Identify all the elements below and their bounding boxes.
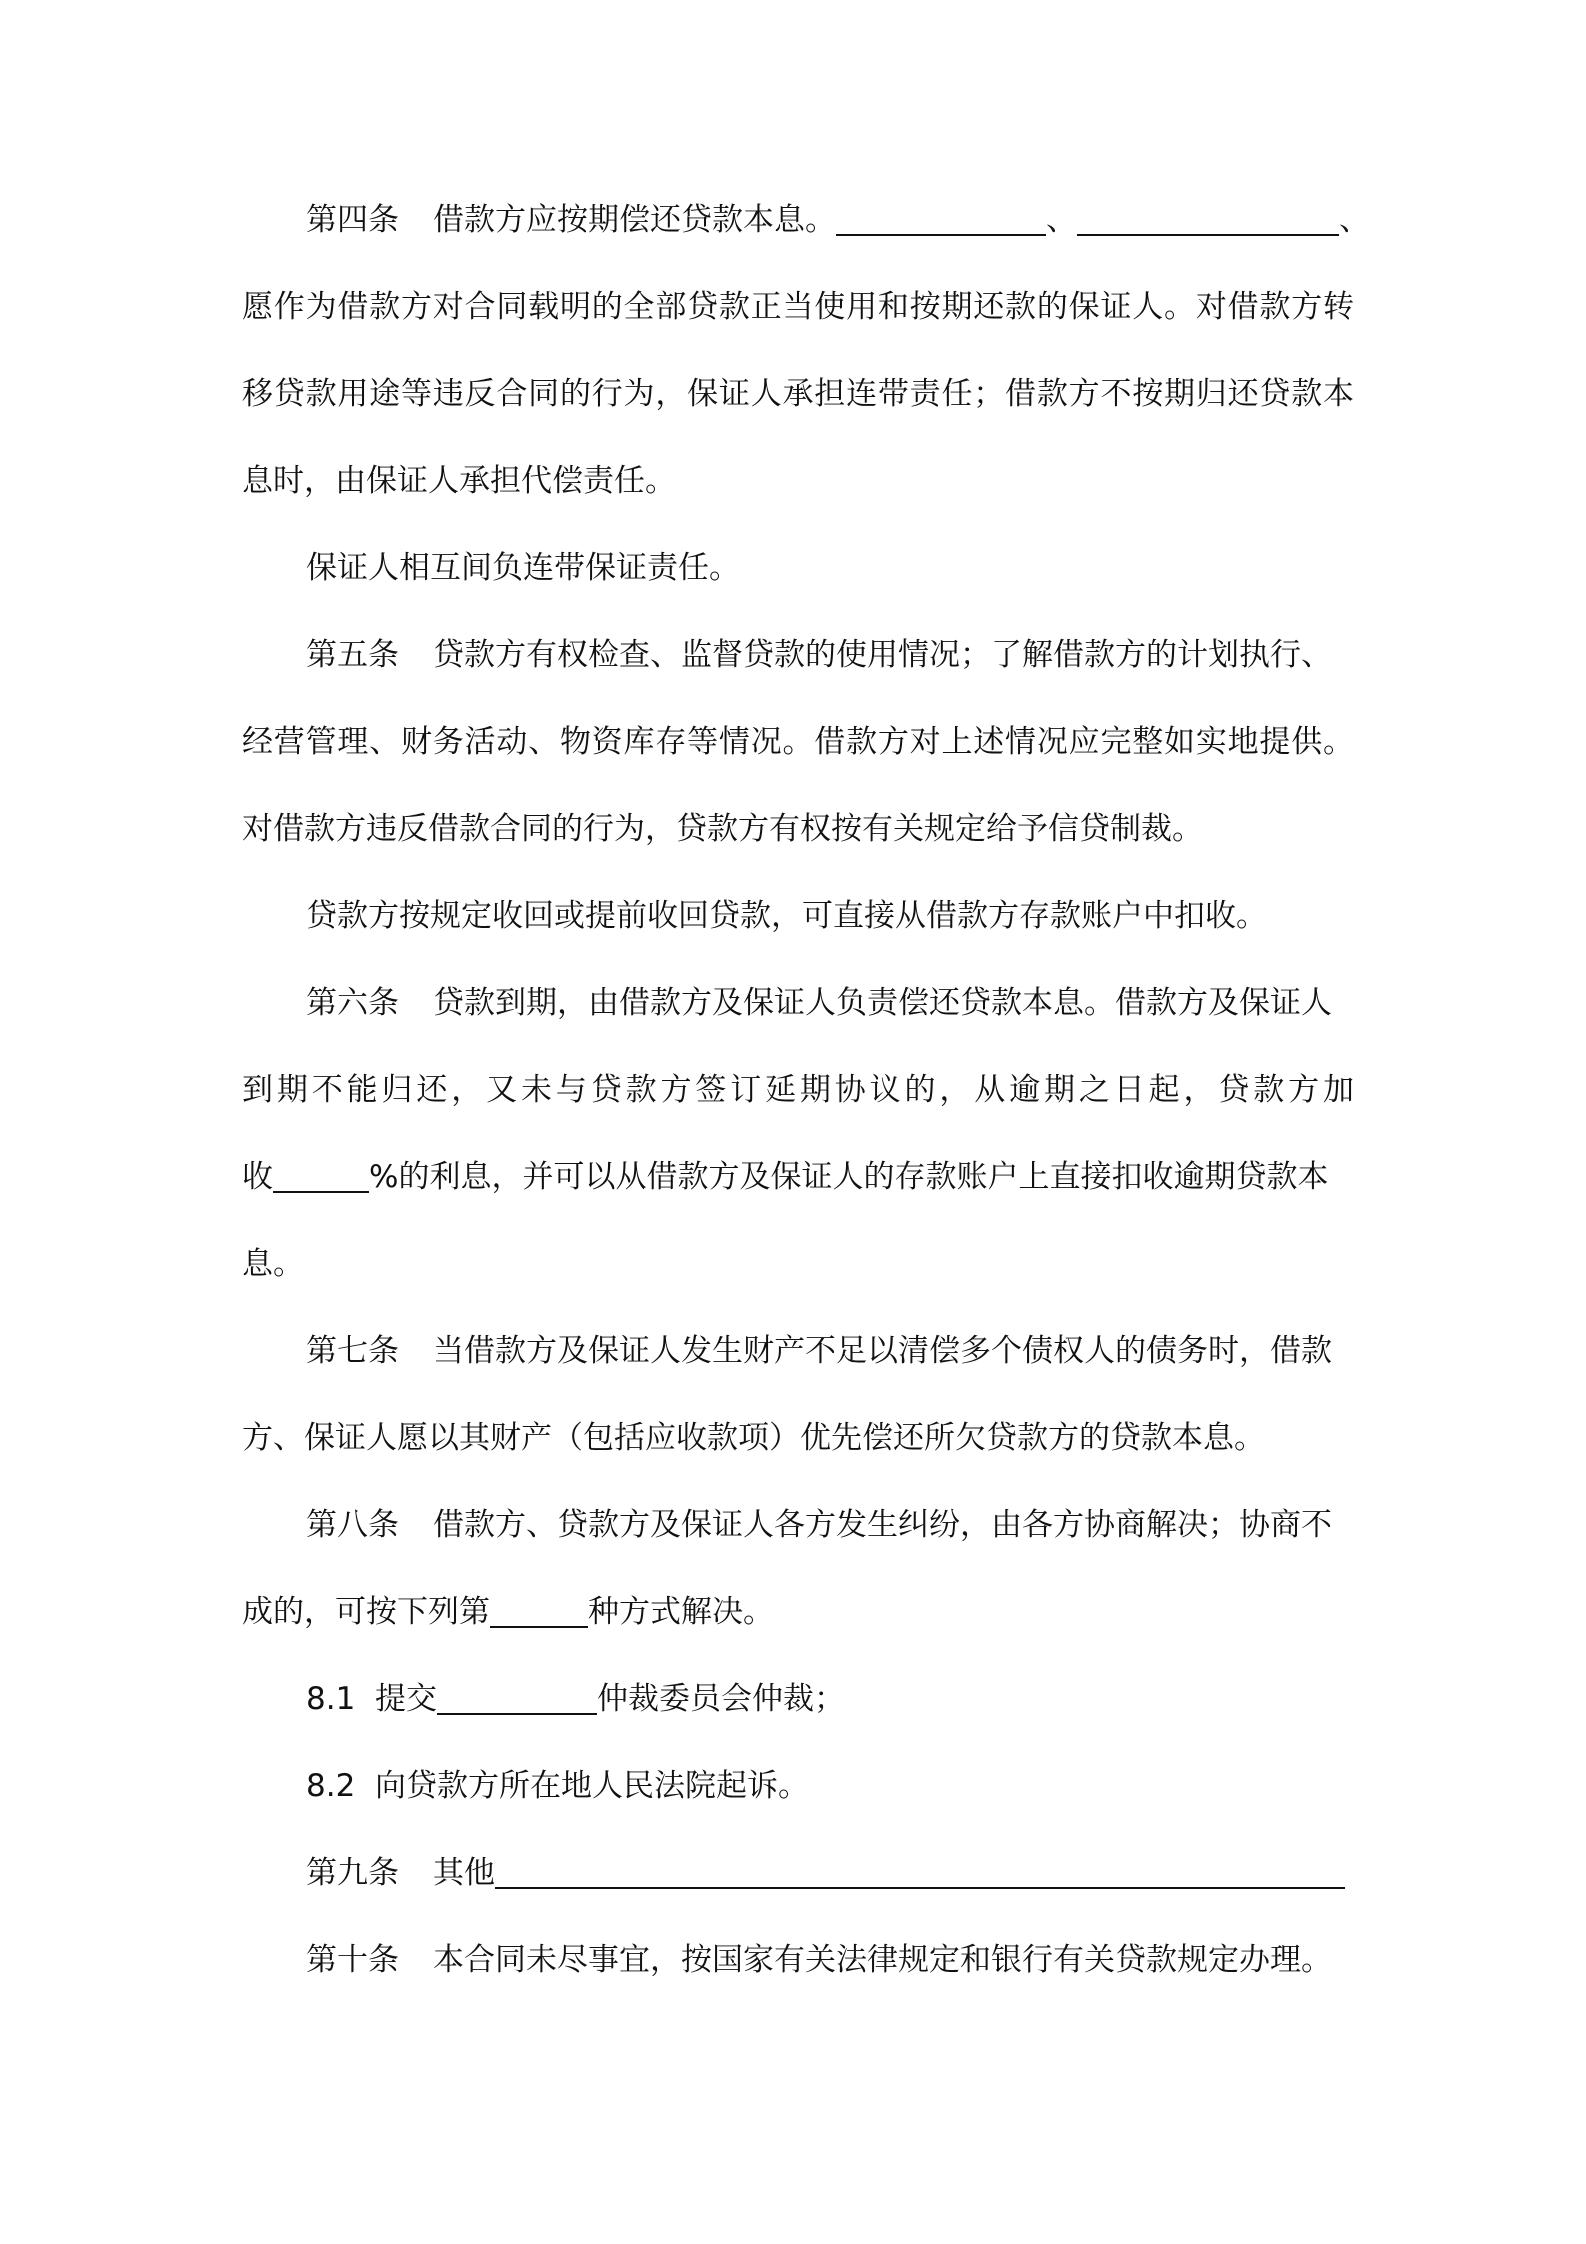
art6-line-3-post: %的利息，并可以从借款方及保证人的存款账户上直接扣收逾期贷款本: [369, 1159, 1329, 1195]
art9-text: 其他: [433, 1855, 495, 1891]
guarantor-blank-1[interactable]: [836, 200, 1046, 236]
art6-line-3-pre: 收: [242, 1159, 273, 1195]
guarantor-blank-2[interactable]: [1077, 200, 1339, 236]
option-1-pre: 提交: [375, 1681, 438, 1717]
option-1-post: 仲裁委员会仲裁；: [597, 1681, 846, 1717]
art4-line-3: 移贷款用途等违反合同的行为，保证人承担连带责任；借款方不按期归还贷款本: [242, 376, 1354, 412]
option-2-text: 向贷款方所在地人民法院起诉。: [375, 1768, 810, 1804]
other-terms-blank[interactable]: [495, 1853, 1345, 1889]
art9-line: [306, 1851, 1354, 1895]
art10-heading: 第十条: [306, 1942, 399, 1978]
art6-line-3: [242, 1155, 1354, 1199]
option-number: 8.1: [306, 1681, 356, 1717]
art5-heading: 第五条: [306, 637, 399, 673]
art4-line-4: 息时，由保证人承担代偿责任。: [242, 463, 676, 499]
art4-paragraph-2: 保证人相互间负连带保证责任。: [306, 550, 740, 586]
art8-line-1: [306, 1503, 1354, 1547]
art8-line-2-post: 种方式解决。: [588, 1594, 774, 1630]
art9-heading: 第九条: [306, 1855, 399, 1891]
art5-line-1: [306, 633, 1354, 677]
arbitration-commission-blank[interactable]: [437, 1679, 597, 1715]
art8-line-1-text: 借款方、贷款方及保证人各方发生纠纷，由各方协商解决；协商不: [433, 1507, 1332, 1543]
art4-line-1: [306, 198, 1370, 242]
art6-line-2: 到期不能归还，又未与贷款方签订延期协议的，从逾期之日起，贷款方加: [242, 1072, 1354, 1108]
art6-line-1: [306, 981, 1354, 1025]
art5-line-2: 经营管理、财务活动、物资库存等情况。借款方对上述情况应完整如实地提供。: [242, 724, 1354, 760]
art6-line-1-text: 贷款到期，由借款方及保证人负责偿还贷款本息。借款方及保证人: [433, 985, 1332, 1021]
art4-line-2: 愿作为借款方对合同载明的全部贷款正当使用和按期还款的保证人。对借款方转: [242, 289, 1354, 325]
art10-text: 本合同未尽事宜，按国家有关法律规定和银行有关贷款规定办理。: [433, 1942, 1332, 1978]
art5-paragraph-2: 贷款方按规定收回或提前收回贷款，可直接从借款方存款账户中扣收。: [306, 898, 1267, 934]
art4-heading: 第四条: [306, 202, 399, 238]
art5-line-1-text: 贷款方有权检查、监督贷款的使用情况；了解借款方的计划执行、: [433, 637, 1332, 673]
art8-heading: 第八条: [306, 1507, 399, 1543]
interest-rate-blank[interactable]: [273, 1157, 369, 1193]
dispute-method-blank[interactable]: [490, 1592, 588, 1628]
art7-line-1: [306, 1329, 1354, 1373]
art8-option-1: [306, 1677, 1354, 1721]
separator: 、: [1339, 202, 1370, 238]
art4-line-1-text: 借款方应按期偿还贷款本息。: [433, 202, 836, 238]
art7-heading: 第七条: [306, 1333, 399, 1369]
art5-line-3: 对借款方违反借款合同的行为，贷款方有权按有关规定给予信贷制裁。: [242, 811, 1203, 847]
separator: 、: [1046, 202, 1077, 238]
art6-heading: 第六条: [306, 985, 399, 1021]
art8-line-2-pre: 成的，可按下列第: [242, 1594, 490, 1630]
option-number: 8.2: [306, 1768, 356, 1804]
art10-line: [306, 1938, 1354, 1982]
art7-line-1-text: 当借款方及保证人发生财产不足以清偿多个债权人的债务时，借款: [433, 1333, 1332, 1369]
art6-line-4: 息。: [242, 1246, 304, 1282]
art8-line-2: [242, 1590, 1354, 1634]
art8-option-2: [306, 1764, 1354, 1808]
art7-line-2: 方、保证人愿以其财产（包括应收款项）优先偿还所欠贷款方的贷款本息。: [242, 1420, 1265, 1456]
